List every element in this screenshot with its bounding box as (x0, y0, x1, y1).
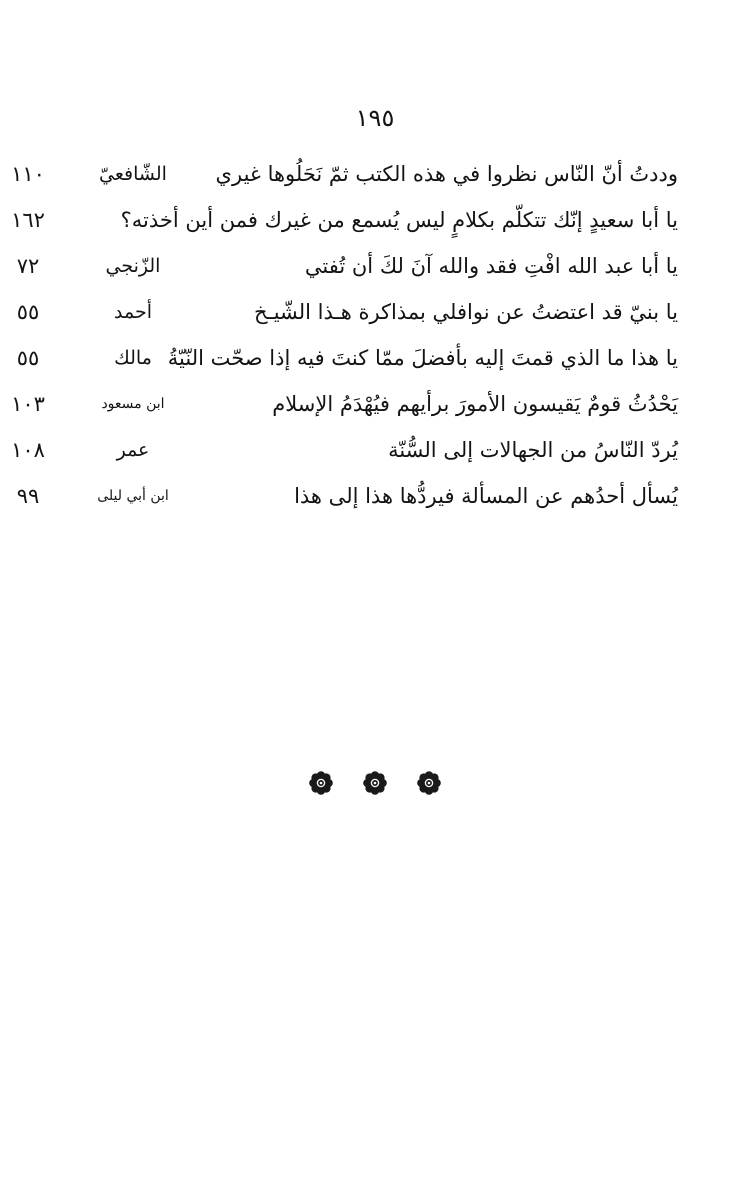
index-row (16, 337, 678, 383)
page-reference: ٥٥ (16, 300, 40, 324)
quote-text: يا أبا سعيدٍ إنّك تتكلّم بكلامٍ ليس يُسمع من غيرك فمن أين أخذته؟ (120, 208, 678, 232)
quotes-index-list (11, 153, 678, 521)
page-reference: ١٠٣ (11, 392, 45, 416)
page-reference: ١٦٢ (11, 208, 45, 232)
quote-text: يا أبا عبد الله افْتِ فقد والله آنَ لكَ أن تُفتي (304, 254, 678, 278)
quote-text: يُردّ النّاسُ من الجهالات إلى السُّنّة (388, 438, 678, 462)
end-ornaments (0, 770, 750, 796)
quote-text: يَحْدُثُ قومٌ يَقيسون الأمورَ برأيهم فيُهْدَمُ الإسلام (272, 392, 678, 416)
quote-text: يُسأل أحدُهم عن المسألة فيردُّها هذا إلى هذا (294, 484, 678, 508)
page-reference: ١١٠ (11, 162, 45, 186)
index-row (16, 291, 678, 337)
page-reference: ٧٢ (16, 254, 40, 278)
speaker-name: أحمد (114, 301, 152, 323)
quote-text: وددتُ أنّ النّاس نظروا في هذه الكتب ثمّ نَحَلُوها غيري (215, 162, 678, 186)
speaker-name: مالك (114, 347, 152, 369)
index-row (16, 475, 678, 521)
page-reference: ٥٥ (16, 346, 40, 370)
page-reference: ١٠٨ (11, 438, 45, 462)
speaker-name: عمر (116, 439, 150, 461)
index-row (11, 199, 678, 245)
speaker-name: الشّافعيّ (99, 163, 167, 185)
quote-text: يا هذا ما الذي قمتَ إليه بأفضلَ ممّا كنتَ فيه إذا صحّت النّيّةُ (167, 346, 678, 370)
index-row (11, 383, 678, 429)
speaker-name: ابن مسعود (101, 396, 165, 412)
index-row (11, 153, 678, 199)
speaker-name: ابن أبي ليلى (97, 488, 169, 504)
eight-petal-flower-ornament-icon (362, 770, 388, 796)
page-number: ١٩٥ (355, 104, 395, 132)
index-row (11, 429, 678, 475)
quote-text: يا بنيّ قد اعتضتُ عن نوافلي بمذاكرة هـذا الشّيـخ (254, 300, 678, 324)
index-row (16, 245, 678, 291)
eight-petal-flower-ornament-icon (416, 770, 442, 796)
page-reference: ٩٩ (16, 484, 40, 508)
eight-petal-flower-ornament-icon (308, 770, 334, 796)
speaker-name: الزّنجي (105, 255, 161, 277)
